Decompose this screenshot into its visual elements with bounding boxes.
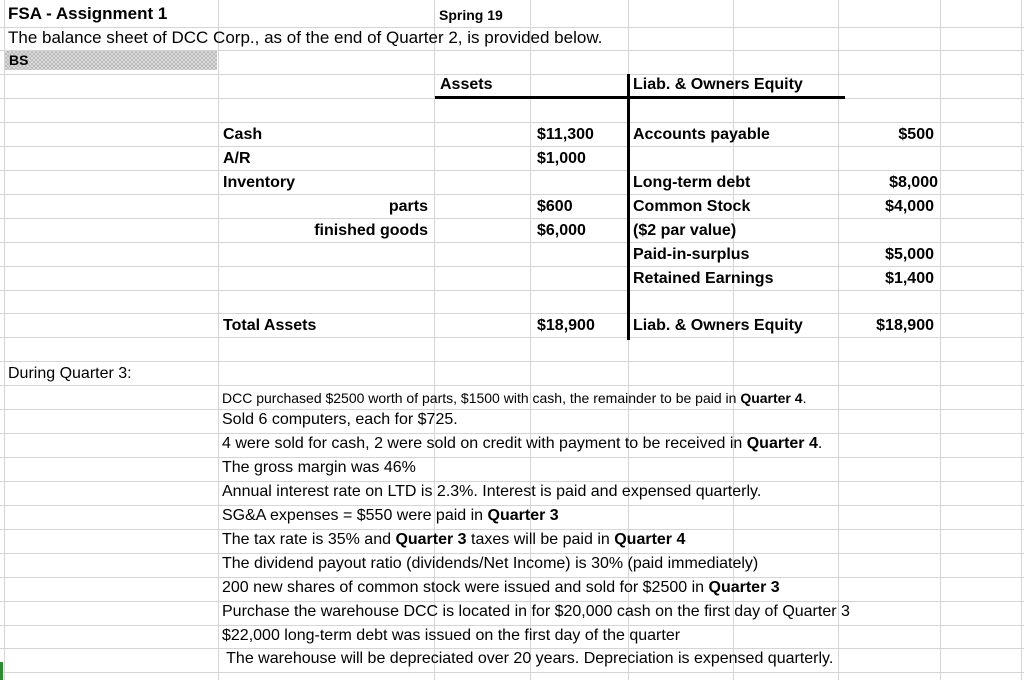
long-term-debt-value: $8,000 xyxy=(889,174,938,191)
par-value-label: ($2 par value) xyxy=(633,222,737,239)
parts-label: parts xyxy=(388,198,428,215)
ar-label: A/R xyxy=(223,150,251,167)
row-gridline xyxy=(0,194,1024,195)
total-assets-value: $18,900 xyxy=(537,317,595,334)
row-gridline xyxy=(0,170,1024,171)
assignment-title: FSA - Assignment 1 xyxy=(8,4,168,23)
row-gridline xyxy=(0,385,1024,386)
common-stock-value: $4,000 xyxy=(885,198,934,215)
note-line-11: $22,000 long-term debt was issued on the first day of the quarter xyxy=(222,627,681,644)
note-line-8: The dividend payout ratio (dividends/Net Income) is 30% (paid immediately) xyxy=(222,555,759,572)
note-line-3: 4 were sold for cash, 2 were sold on credit with payment to be received in Quarter 4. xyxy=(222,435,823,452)
row-gridline xyxy=(0,409,1024,410)
bs-label-cell[interactable] xyxy=(5,51,217,70)
row-gridline xyxy=(0,457,1024,458)
col-gridline xyxy=(838,0,839,680)
col-gridline xyxy=(1021,0,1022,680)
accounts-payable-value: $500 xyxy=(898,126,934,143)
note-line-10: Purchase the warehouse DCC is located in for $20,000 cash on the first day of Quarter 3 xyxy=(222,603,850,620)
intro-text: The balance sheet of DCC Corp., as of the end of Quarter 2, is provided below. xyxy=(8,28,603,47)
long-term-debt-label: Long-term debt xyxy=(633,174,751,191)
row-gridline xyxy=(0,146,1024,147)
common-stock-label: Common Stock xyxy=(633,198,751,215)
row-gridline xyxy=(0,290,1024,291)
accounts-payable-label: Accounts payable xyxy=(633,126,770,143)
row-gridline xyxy=(0,337,1024,338)
paid-in-surplus-label: Paid-in-surplus xyxy=(633,246,750,263)
term-label: Spring 19 xyxy=(439,7,503,23)
ar-value: $1,000 xyxy=(537,150,586,167)
col-gridline xyxy=(218,0,219,680)
sheet-label: BS xyxy=(9,52,29,68)
retained-earnings-label: Retained Earnings xyxy=(633,270,774,287)
inventory-label: Inventory xyxy=(223,174,296,191)
row-gridline xyxy=(0,74,1024,75)
cash-value: $11,300 xyxy=(537,126,594,143)
note-line-1: DCC purchased $2500 worth of parts, $1500 with cash, the remainder to be paid in Quarter 4. xyxy=(222,390,807,406)
row-gridline xyxy=(0,242,1024,243)
note-line-4: The gross margin was 46% xyxy=(222,459,416,476)
finished-goods-value: $6,000 xyxy=(537,222,586,239)
quarter3-label: During Quarter 3: xyxy=(8,365,132,382)
total-liab-equity-label: Liab. & Owners Equity xyxy=(633,317,803,334)
note-line-12: The warehouse will be depreciated over 20 years. Depreciation is expensed quarterly. xyxy=(222,650,834,667)
col-gridline xyxy=(4,0,5,680)
note-line-6: SG&A expenses = $550 were paid in Quarter 3 xyxy=(222,507,559,524)
total-liab-equity-value: $18,900 xyxy=(876,317,934,334)
row-gridline xyxy=(0,122,1024,123)
note-line-5: Annual interest rate on LTD is 2.3%. Interest is paid and expensed quarterly. xyxy=(222,483,762,500)
note-line-2: Sold 6 computers, each for $725. xyxy=(222,411,458,428)
finished-goods-label: finished goods xyxy=(314,222,428,239)
total-assets-label: Total Assets xyxy=(223,317,317,334)
paid-in-surplus-value: $5,000 xyxy=(885,246,934,263)
row-gridline xyxy=(0,672,1024,673)
row-gridline xyxy=(0,361,1024,362)
parts-value: $600 xyxy=(537,198,573,215)
row-gridline xyxy=(0,313,1024,314)
note-line-7: The tax rate is 35% and Quarter 3 taxes will be paid in Quarter 4 xyxy=(222,531,686,548)
cash-label: Cash xyxy=(223,126,263,143)
liab-header: Liab. & Owners Equity xyxy=(633,76,803,93)
row-gridline xyxy=(0,266,1024,267)
col-gridline xyxy=(940,0,941,680)
note-line-9: 200 new shares of common stock were issued and sold for $2500 in Quarter 3 xyxy=(222,579,780,596)
assets-header: Assets xyxy=(440,76,493,93)
t-account-top-border xyxy=(435,96,845,99)
row-gridline xyxy=(0,218,1024,219)
retained-earnings-value: $1,400 xyxy=(885,270,934,287)
selection-marker xyxy=(0,662,3,680)
t-account-center-border xyxy=(627,74,630,340)
